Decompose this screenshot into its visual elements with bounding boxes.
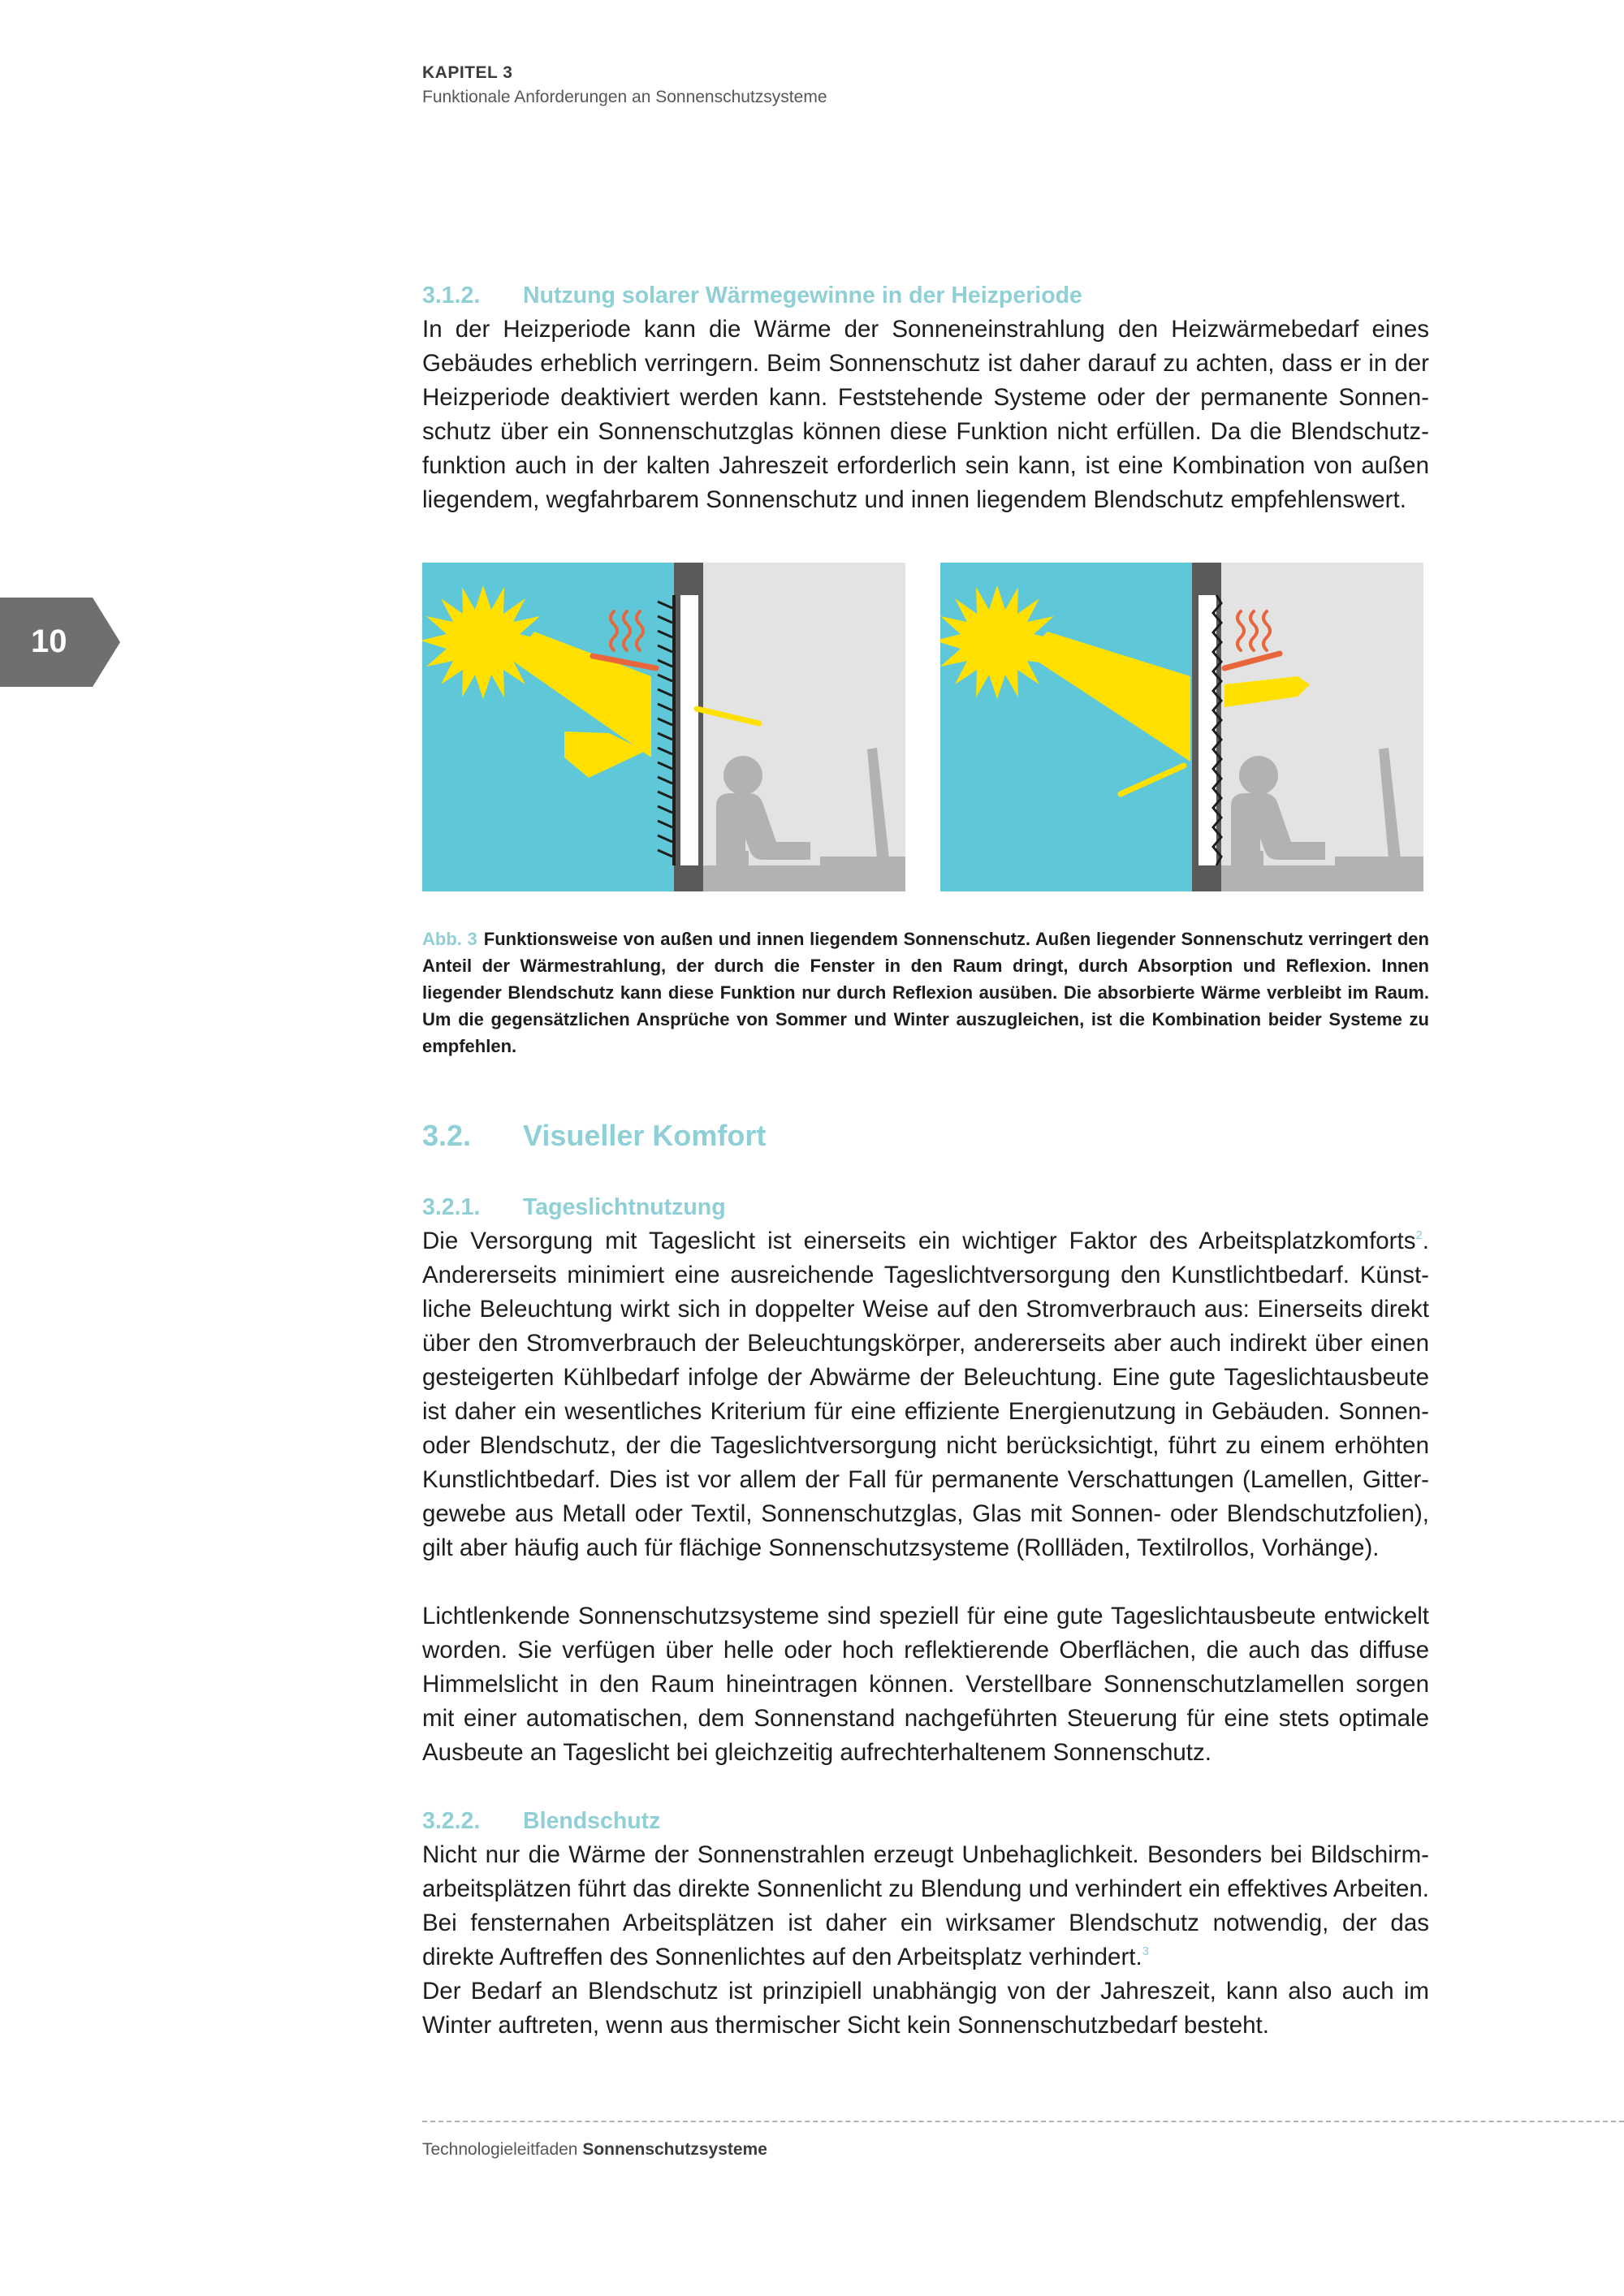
chapter-label: KAPITEL 3 — [422, 63, 513, 82]
section-3-2-2 — [422, 1804, 1429, 2043]
section-3-2-1 — [422, 1190, 1429, 1770]
section-heading — [422, 1190, 1429, 1224]
section-3-1-2 — [422, 278, 1429, 517]
section-number: 3.2.1. — [422, 1194, 481, 1220]
section-number: 3.1.2. — [422, 283, 481, 309]
footer-prefix: Technologieleitfaden — [422, 2140, 578, 2159]
figure-internal-glare-protection — [940, 563, 1423, 891]
section-title: Nutzung solarer Wärmegewinne in der Heizperiode — [523, 283, 1082, 309]
section-heading — [422, 1804, 1429, 1838]
paragraph: Der Bedarf an Blendschutz ist prinzipiell unabhängig von der Jahreszeit, kann also auch im Winter auftreten, wenn aus thermischer Sicht kein Sonnenschutzbedarf besteht. — [422, 1978, 1429, 2039]
figure-caption — [422, 926, 1429, 1060]
footnote-marker[interactable]: 2 — [1415, 1228, 1423, 1242]
footer-divider — [422, 2121, 1624, 2122]
page-number: 10 — [31, 624, 67, 659]
section-title: Visueller Komfort — [523, 1119, 767, 1152]
footer — [422, 2140, 767, 2160]
section-number: 3.2.2. — [422, 1808, 481, 1834]
figure-label: Abb. 3 — [422, 929, 477, 949]
footer-title: Sonnenschutzsysteme — [582, 2140, 767, 2159]
section-heading — [422, 278, 1429, 313]
paragraph-rest: . Andererseits minimiert eine ausreichende Tageslichtversorgung den Kunstlichtbedarf. Künstliche Beleuchtung wirkt sich in doppelter Weise auf den Stromverbrauch aus: Einerseits direkt über den Stromverbrauch der Beleuchtungskörper, andererseits aber auch indirekt über einen gesteigerten Kühlbedarf infolge der Abwärme der Beleuchtung. Eine gute Tageslichtausbeute ist daher ein wesentliches Kriterium für eine effiziente Energienutzung in Gebäuden. Sonnen- oder Blendschutz, der die Tageslichtversorgung nicht berücksichtigt, führt zu einem erhöhten Kunstlichtbedarf. Dies ist vor allem der Fall für permanente Verschattungen (Lamellen, Gittergewebe aus Metall oder Textil, Sonnenschutzglas, Glas mit Sonnen- oder Blendschutzfolien), gilt aber häufig auch für flächige Sonnenschutzsysteme (Rollläden, Textilrollos, Vorhänge). — [422, 1228, 1429, 1561]
section-title: Blendschutz — [523, 1808, 661, 1834]
section-number: 3.2. — [422, 1119, 472, 1152]
chapter-header — [422, 63, 827, 107]
section-3-2-heading — [422, 1119, 766, 1153]
paragraph-text: Nicht nur die Wärme der Sonnenstrahlen erzeugt Unbehaglichkeit. Besonders bei Bildschirmarbeitsplätzen führt das direkte Sonnenlicht zu Blendung und verhindert ein effektives Arbeiten. Bei fensternahen Arbeitsplätzen ist daher ein wirksamer Blendschutz notwendig, der das direkte Auftreffen des Sonnenlichtes auf den Arbeitsplatz verhindert. — [422, 1841, 1429, 1970]
figure-external-shading — [422, 563, 905, 891]
caption-text: Funktionsweise von außen und innen liegendem Sonnenschutz. Außen liegender Sonnenschutz verringert den Anteil der Wärmestrahlung, der durch die Fenster in den Raum dringt, durch Absorption und Reflexion. Innen liegender Blendschutz kann diese Funktion nur durch Reflexion ausüben. Die absorbierte Wärme verbleibt im Raum. Um die gegensätzlichen Ansprüche von Sommer und Winter auszugleichen, ist die Kombination beider Systeme zu empfehlen. — [422, 929, 1429, 1056]
paragraph — [422, 1224, 1429, 1565]
paragraph — [422, 1838, 1429, 1974]
paragraph: Lichtlenkende Sonnenschutzsysteme sind speziell für eine gute Tageslichtausbeute entwickelt worden. Sie verfügen über helle oder hoch reflektierende Oberflächen, die auch das diffuse Himmelslicht in den Raum hineintragen können. Verstellbare Sonnenschutzlamellen sorgen mit einer automatischen, dem Sonnenstand nachgeführten Steuerung für eine stets optimale Ausbeute an Tageslicht bei gleichzeitig aufrechterhaltenem Sonnenschutz. — [422, 1603, 1429, 1766]
paragraph: In der Heizperiode kann die Wärme der Sonneneinstrahlung den Heizwärmebedarf eines Gebäudes erheblich verringern. Beim Sonnenschutz ist daher darauf zu achten, dass er in der Heizperiode deaktiviert werden kann. Feststehende Systeme oder der permanente Sonnenschutz über ein Sonnenschutzglas können diese Funktion nicht erfüllen. Da die Blendschutzfunktion auch in der kalten Jahreszeit erforderlich sein kann, ist eine Kombination von außen liegendem, wegfahrbarem Sonnenschutz und innen liegendem Blendschutz empfehlenswert. — [422, 316, 1429, 513]
chapter-subtitle: Funktionale Anforderungen an Sonnenschutzsysteme — [422, 88, 827, 106]
paragraph-start: Die Versorgung mit Tageslicht ist einerseits ein wichtiger Faktor des Arbeitsplatzkomforts — [422, 1228, 1416, 1254]
footnote-marker[interactable]: 3 — [1142, 1944, 1150, 1958]
section-title: Tageslichtnutzung — [523, 1194, 726, 1220]
